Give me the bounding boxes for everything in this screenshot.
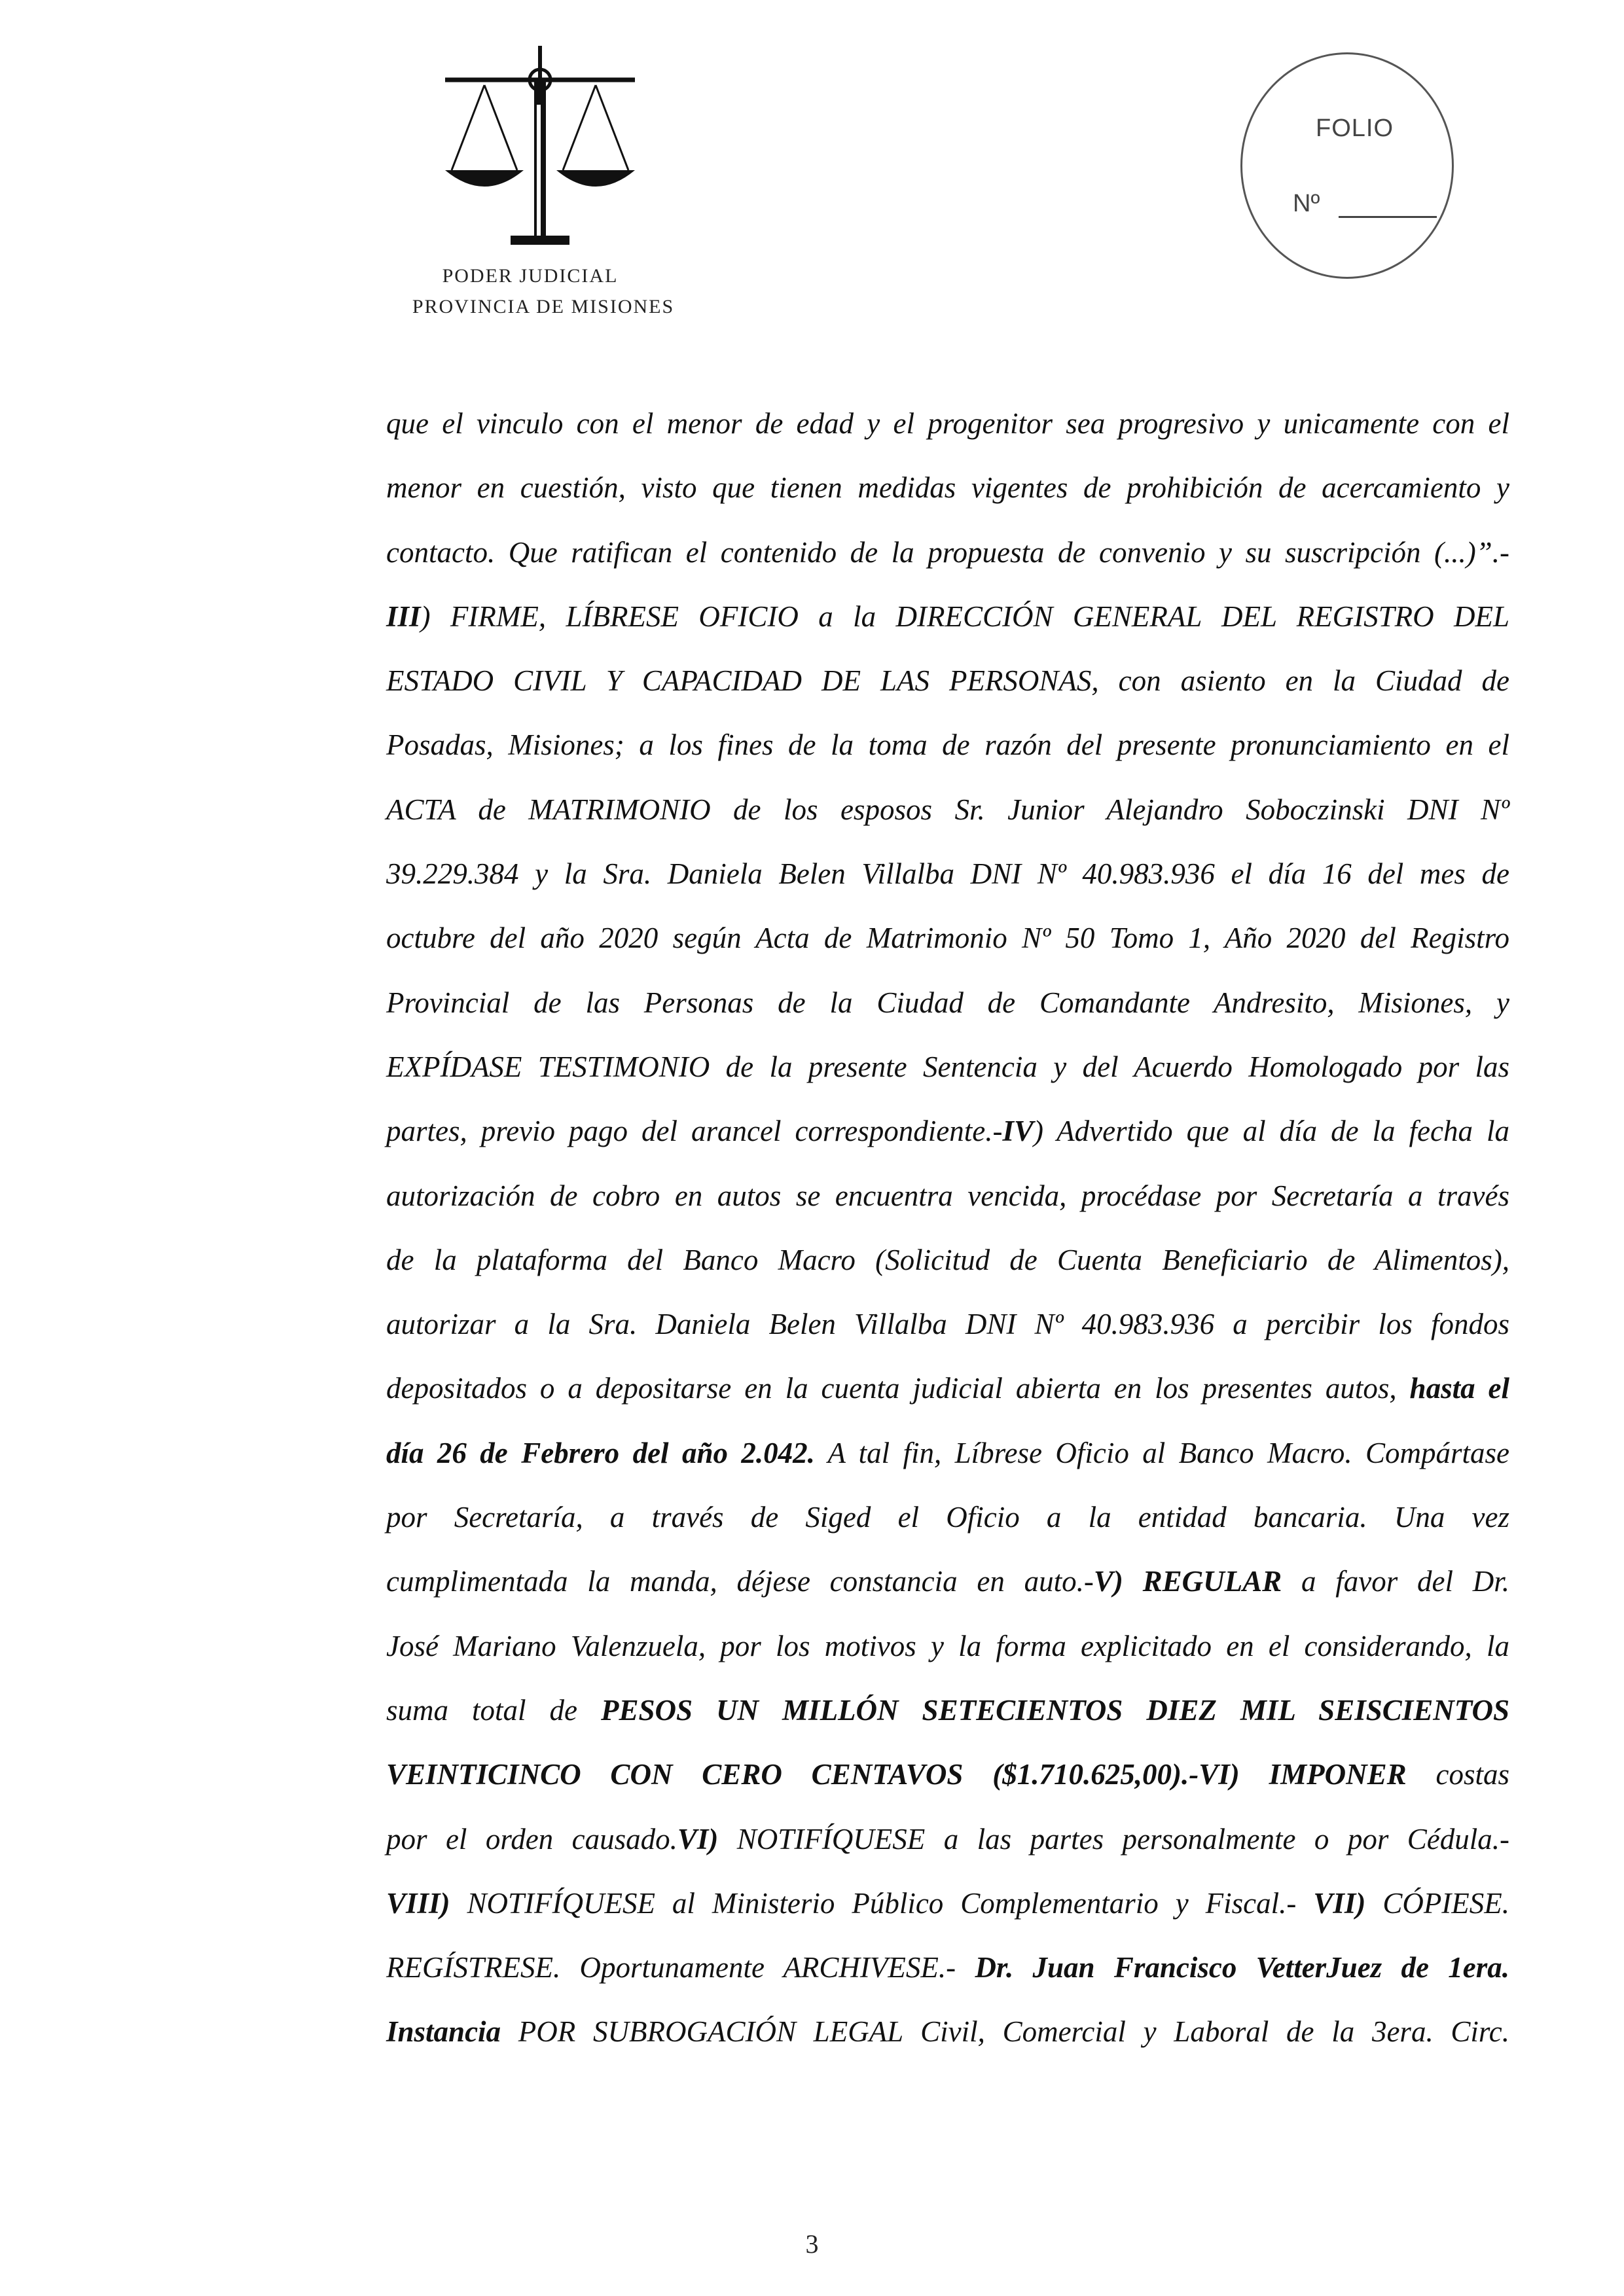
body-line: que el vinculo con el menor de edad y el progenitor sea progresivo y unicamente con el: [386, 407, 1509, 440]
body-line: Posadas, Misiones; a los fines de la toma de razón del presente pronunciamiento en el: [386, 728, 1509, 762]
resolution-body: [386, 391, 1509, 2064]
body-line: menor en cuestión, visto que tienen medidas vigentes de prohibición de acercamiento y: [386, 471, 1509, 505]
folio-title: FOLIO: [1316, 115, 1394, 142]
body-line: ACTA de MATRIMONIO de los esposos Sr. Junior Alejandro Soboczinski DNI Nº: [386, 793, 1509, 826]
body-line: VIII) NOTIFÍQUESE al Ministerio Público Complementario y Fiscal.- VII) CÓPIESE.: [386, 1886, 1510, 1920]
body-line: suma total de PESOS UN MILLÓN SETECIENTOS DIEZ MIL SEISCIENTOS: [386, 1693, 1509, 1727]
folio-circle: [1240, 52, 1454, 279]
court-logo: [399, 39, 687, 317]
body-line: 39.229.384 y la Sra. Daniela Belen Villalba DNI Nº 40.983.936 el día 16 del mes de: [386, 857, 1509, 891]
body-line: de la plataforma del Banco Macro (Solicitud de Cuenta Beneficiario de Alimentos),: [386, 1243, 1509, 1276]
body-line: autorizar a la Sra. Daniela Belen Villalba DNI Nº 40.983.936 a percibir los fondos: [386, 1308, 1509, 1341]
body-line: José Mariano Valenzuela, por los motivos y la forma explicitado en el considerando, la: [386, 1629, 1509, 1662]
folio-number-label: Nº: [1293, 190, 1320, 217]
body-line: Provincial de las Personas de la Ciudad de Comandante Andresito, Misiones, y: [386, 986, 1509, 1019]
body-line: día 26 de Febrero del año 2.042. A tal fin, Líbrese Oficio al Banco Macro. Compártase: [386, 1436, 1509, 1469]
scales-of-justice-icon: [439, 39, 648, 262]
folio-number-blank: [1339, 216, 1437, 218]
body-line: autorización de cobro en autos se encuentra vencida, procédase por Secretaría a través: [386, 1179, 1509, 1212]
body-line: partes, previo pago del arancel correspondiente.-IV) Advertido que al día de la fecha la: [386, 1115, 1509, 1148]
body-line: por Secretaría, a través de Siged el Oficio a la entidad bancaria. Una vez: [386, 1501, 1509, 1534]
folio-stamp: [1240, 52, 1456, 288]
body-line: por el orden causado.VI) NOTIFÍQUESE a las partes personalmente o por Cédula.-: [386, 1822, 1509, 1856]
page-number: 3: [805, 2229, 819, 2259]
body-line: contacto. Que ratifican el contenido de la propuesta de convenio y su suscripción (...)”.-: [386, 535, 1509, 569]
body-line: cumplimentada la manda, déjese constancia en auto.-V) REGULAR a favor del Dr.: [386, 1565, 1509, 1598]
body-line: III) FIRME, LÍBRESE OFICIO a la DIRECCIÓN GENERAL DEL REGISTRO DEL: [386, 600, 1509, 633]
body-line: ESTADO CIVIL Y CAPACIDAD DE LAS PERSONAS, con asiento en la Ciudad de: [386, 664, 1509, 698]
body-line: VEINTICINCO CON CERO CENTAVOS ($1.710.625,00).-VI) IMPONER costas: [386, 1758, 1509, 1791]
logo-line-1: PODER JUDICIAL: [442, 265, 619, 287]
body-line: octubre del año 2020 según Acta de Matrimonio Nº 50 Tomo 1, Año 2020 del Registro: [386, 922, 1509, 955]
body-line: Instancia POR SUBROGACIÓN LEGAL Civil, Comercial y Laboral de la 3era. Circ.: [386, 2015, 1509, 2049]
body-line: EXPÍDASE TESTIMONIO de la presente Sentencia y del Acuerdo Homologado por las: [386, 1050, 1509, 1083]
body-line: REGÍSTRESE. Oportunamente ARCHIVESE.- Dr. Juan Francisco VetterJuez de 1era.: [386, 1951, 1509, 1984]
body-line: depositados o a depositarse en la cuenta judicial abierta en los presentes autos, hasta el: [386, 1372, 1509, 1405]
logo-line-2: PROVINCIA DE MISIONES: [412, 296, 675, 317]
